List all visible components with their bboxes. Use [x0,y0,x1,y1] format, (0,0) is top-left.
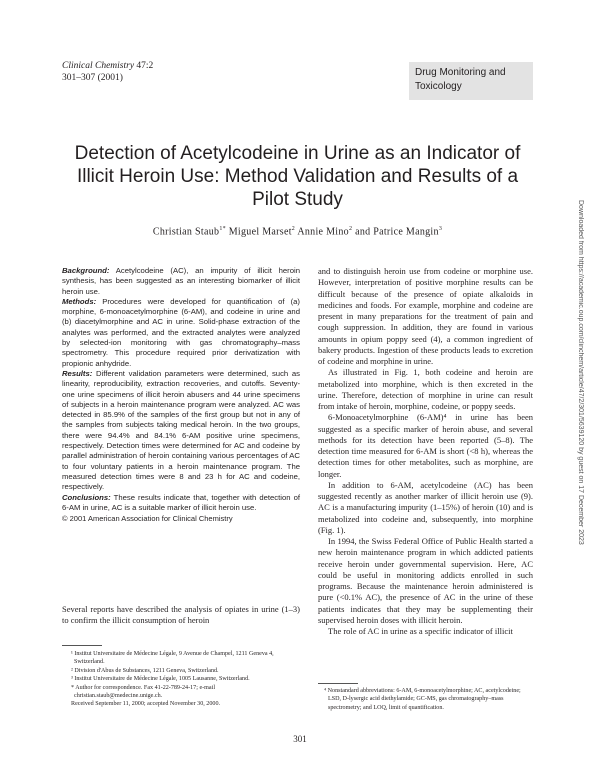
intro-paragraph: Several reports have described the analysis of opiates in urine (1–3) to confirm the illicit consumption of heroin [62,604,300,626]
download-watermark [572,200,584,720]
background-label: Background: [62,266,110,275]
download-note-text: Downloaded from https://academic.oup.com/clinchem/article/47/2/301/5639120 by guest on 17 December 2023 [577,200,584,545]
footnote-divider [318,683,358,684]
abstract-conclusions [62,493,300,514]
author-affiliation: 3 [438,226,443,232]
page-number: 301 [293,734,307,744]
author: Patrice Mangin [373,226,439,238]
body-paragraph: and to distinguish heroin use from codeine or morphine use. However, interpretation of positive morphine results can be difficult because of the presence of opiate alkaloids in medicines and foods. For example, morphine and codeine are present in many preparations for the treatment of pain and cough suppression. In addition, they are found in various amounts in opium poppy seed (4), a common ingredient of bakery products. Ingestion of these products leads to excretion of codeine and morphine in urine. [318,266,533,366]
results-label: Results: [62,368,93,378]
conclusions-text: These results indicate that, together with detection of 6-AM in urine, AC is a suitable marker of illicit heroin use. [62,492,300,512]
body-paragraph: In addition to 6-AM, acetylcodeine (AC) has been suggested recently as another marker of illicit heroin use (9). AC is a manufacturing impurity (1–15%) of heroin (10) and is metabolized into codeine and, subsequently, into morphine (Fig. 1). [318,479,533,535]
journal-name: Clinical Chemistry [62,61,135,71]
results-text: Different validation parameters were determined, such as linearity, reproducibility, extraction recoveries, and cutoffs. Seventy-one urine specimens of illicit heroin abusers and 44 urine specimens of subjects in a heroin maintenance program were analyzed. AC was detected in 85.9% of the samples of the first group but not in any of the samples from subjects taking medical heroin. In the two groups, there were 94.4% and 84.1% 6-AM positive urine specimens, respectively. Detection times were determined for AC and codeine by parallel administration of heroin containing various percentages of AC to four voluntary patients in a heroin maintenance program. The measured detection times were 8 and 23 h for AC and codeine, respectively. [62,368,300,492]
abstract-methods [62,297,300,369]
received-dates: Received September 11, 2000; accepted November 30, 2000. [71,701,221,708]
body-paragraph: The role of AC in urine as a specific indicator of illicit [328,626,513,636]
footnote: ¹ Institut Universitaire de Médecine Légale, 9 Avenue de Champel, 1211 Geneva 4, Switzerland. [71,651,274,666]
footnote-divider [62,645,102,646]
author-affiliation: 1* [219,226,226,232]
journal-volume: 47:2 [134,61,154,71]
body-paragraph: As illustrated in Fig. 1, both codeine and heroin are metabolized into morphine, which is then excreted in the urine. Therefore, detection of morphine in urine can result from intake of heroin, morphine, codeine, or poppy seeds. [318,367,533,411]
methods-text: Procedures were developed for quantification of (a) morphine, 6-monoacetylmorphine (6-AM), and codeine in urine and (b) diacetylmorphine and AC in urine. Solid-phase extraction of the analytes was performed, and the extracted analytes were analyzed by selected-ion monitoring with gas chromatography–mass spectrometry. This procedure required prior derivatization with propionic anhydride. [62,296,300,368]
copyright: © 2001 American Association for Clinical Chemistry [62,514,233,524]
methods-label: Methods: [62,296,97,306]
footnotes-affiliations [62,650,300,709]
body-paragraph: In 1994, the Swiss Federal Office of Public Health started a new heroin maintenance program in which addicted patients receive heroin under governmental supervision. Here, AC could be useful in monitoring addicts enrolled in such programs. Because the maintenance heroin administered is pure (<0.1% AC), the presence of AC in the urine of these patients indicates that they may be supplementing their supervised heroin doses with illicit heroin. [318,536,533,625]
body-text-right [318,266,533,637]
journal-citation [62,60,153,84]
author: Christian Staub [152,226,220,238]
author-list: Christian Staub$^{1*}$ Miguel Marset$^2$ Annie Mino$^2$ and Patrice Mangin$^3$ [152,226,443,238]
conclusions-label: Conclusions: [62,492,111,502]
abstract [62,266,300,524]
footnote: * Author for correspondence. Fax 41-22-789-24-17; e-mail christian.staub@medecine.unige.ch. [71,684,216,700]
abstract-background [62,266,300,297]
abstract-results [62,369,300,493]
section-tag: Drug Monitoring and Toxicology [409,62,533,100]
author: Annie Mino [297,226,349,238]
footnote: ³ Institut Universitaire de Médecine Légale, 1005 Lausanne, Switzerland. [71,676,250,683]
author-affiliation: 2 [348,226,353,232]
author: Miguel Marset [228,226,292,238]
body-paragraph: 6-Monoacetylmorphine (6-AM)⁴ in urine has been suggested as a specific marker of heroin abuse, and several methods for its detection have been reported (5–8). The detection time measured for 6-AM is short (<8 h), whereas the detection times for other metabolites, such as morphine, are longer. [318,412,533,479]
background-text: Acetylcodeine (AC), an impurity of illicit heroin synthesis, has been suggested as an interesting biomarker of illicit heroin use. [62,266,300,296]
footnote: ² Division d'Abus de Substances, 1211 Geneva, Switzerland. [71,667,219,674]
footnote-abbreviations: ⁴ Nonstandard abbreviations: 6-AM, 6-monoacetylmorphine; AC, acetylcodeine; LSD, D-lysergic acid diethylamide; GC-MS, gas chromatography–mass spectrometry; and LOQ, limit of quantification. [324,688,521,711]
article-title: Detection of Acetylcodeine in Urine as an Indicator of Illicit Heroin Use: Method Validation and Results of a Pilot Study [74,143,521,210]
author-affiliation: 2 [291,226,296,232]
journal-pages-year: 301–307 (2001) [62,73,123,83]
